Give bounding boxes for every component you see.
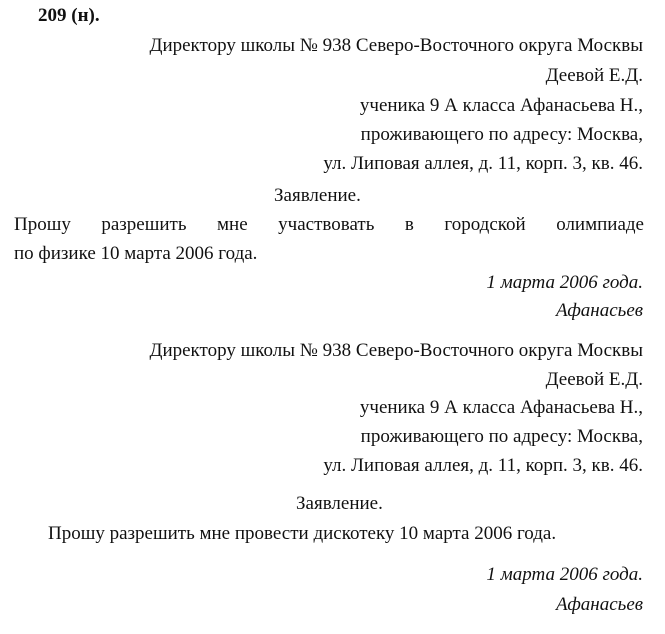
letter-heading: Заявление. — [274, 185, 361, 206]
sender-line-2: проживающего по адресу: Москва, — [360, 124, 643, 145]
sender-line-1: ученика 9 А класса Афанасьева Н., — [359, 95, 643, 116]
exercise-number: 209 (н). — [38, 5, 100, 26]
sender-line-2: проживающего по адресу: Москва, — [360, 426, 643, 447]
addressee-line-1: Директору школы № 938 Северо-Восточного округа Москвы — [149, 35, 643, 56]
letter-signature: Афанасьев — [556, 594, 643, 615]
letter-heading: Заявление. — [296, 493, 383, 514]
letter-body-line-1: Прошу разрешить мне участвовать в городской олимпиаде — [14, 214, 644, 235]
sender-line-3: ул. Липовая аллея, д. 11, корп. 3, кв. 46. — [323, 455, 643, 476]
sender-line-1: ученика 9 А класса Афанасьева Н., — [359, 397, 643, 418]
letter-body-line-1: Прошу разрешить мне провести дискотеку 10 марта 2006 года. — [48, 523, 557, 544]
letter-date: 1 марта 2006 года. — [486, 564, 643, 585]
sender-line-3: ул. Липовая аллея, д. 11, корп. 3, кв. 46. — [323, 153, 643, 174]
letter-body-line-2: по физике 10 марта 2006 года. — [14, 243, 258, 264]
addressee-line-2: Деевой Е.Д. — [545, 65, 643, 86]
addressee-line-2: Деевой Е.Д. — [545, 369, 643, 390]
letter-date: 1 марта 2006 года. — [486, 272, 643, 293]
letter-signature: Афанасьев — [556, 300, 643, 321]
addressee-line-1: Директору школы № 938 Северо-Восточного округа Москвы — [149, 340, 643, 361]
